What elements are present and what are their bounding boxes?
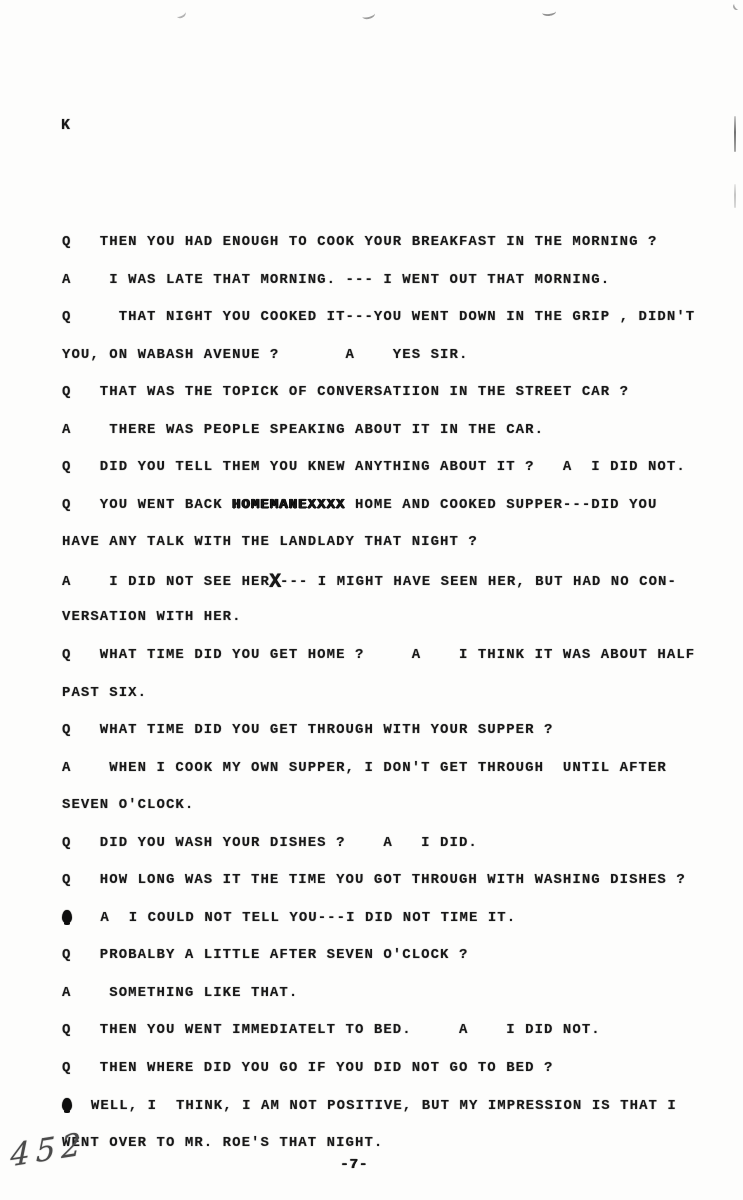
line-text: Q PROBALBY A LITTLE AFTER SEVEN O'CLOCK ? (62, 947, 469, 964)
transcript-body (62, 224, 713, 1163)
transcript-line (62, 299, 713, 337)
transcript-line (62, 1125, 713, 1163)
transcript-line (62, 487, 713, 525)
line-text: Q THEN YOU HAD ENOUGH TO COOK YOUR BREAKFAST IN THE MORNING ? (62, 234, 658, 250)
line-text: Q WHAT TIME DID YOU GET THROUGH WITH YOUR SUPPER ? (62, 722, 554, 739)
line-text: HOME AND COOKED SUPPER---DID YOU (345, 496, 658, 513)
scan-streak (734, 184, 736, 208)
transcript-line (62, 337, 713, 375)
transcript-line (62, 900, 713, 938)
transcript-line (62, 374, 713, 412)
line-text: Q DID YOU TELL THEM YOU KNEW ANYTHING ABOUT IT ? A I DID NOT. (62, 459, 686, 476)
line-text: Q DID YOU WASH YOUR DISHES ? A I DID. (62, 834, 478, 851)
line-text: --- I MIGHT HAVE SEEN HER, BUT HAD NO CON- (280, 573, 677, 590)
line-text: A I WAS LATE THAT MORNING. --- I WENT OUT THAT MORNING. (62, 271, 611, 288)
line-text: A THERE WAS PEOPLE SPEAKING ABOUT IT IN THE CAR. (62, 421, 545, 438)
ink-blot-icon (62, 910, 72, 923)
line-text: Q HOW LONG WAS IT THE TIME YOU GOT THROUGH WITH WASHING DISHES ? (62, 872, 686, 889)
transcript-line (62, 224, 713, 262)
transcript-line (62, 1050, 713, 1088)
transcript-line (62, 524, 713, 562)
ink-blot-icon (62, 1098, 72, 1111)
transcript-line (62, 562, 713, 600)
transcript-line (62, 637, 713, 675)
line-text: YOU, ON WABASH AVENUE ? A YES SIR. (62, 346, 469, 363)
line-text: SEVEN O'CLOCK. (62, 797, 195, 814)
strikeout-x: X (268, 570, 282, 594)
scan-smudge-icon (542, 7, 557, 16)
overstruck-word: HOMEMANEXXXX (232, 496, 346, 513)
transcript-line (62, 1012, 713, 1050)
line-text: A I COULD NOT TELL YOU---I DID NOT TIME IT. (72, 909, 517, 926)
handwritten-page-number: 452 (10, 1125, 88, 1175)
transcript-line (62, 599, 713, 637)
transcript-line (62, 975, 713, 1013)
transcript-line (62, 825, 713, 863)
line-text: Q WHAT TIME DID YOU GET HOME ? A I THINK IT WAS ABOUT HALF (62, 647, 696, 664)
marginalia-letter: K (61, 117, 72, 134)
transcript-line (62, 1088, 713, 1126)
transcript-line (62, 787, 713, 825)
scan-smudge-icon (732, 2, 742, 12)
scan-smudge-icon (175, 8, 188, 20)
page-number: -7- (340, 1157, 369, 1173)
line-text: A WHEN I COOK MY OWN SUPPER, I DON'T GET THROUGH UNTIL AFTER (62, 759, 667, 776)
line-text: WENT OVER TO MR. ROE'S THAT NIGHT. (62, 1135, 384, 1152)
transcript-line (62, 412, 713, 450)
line-text: A I DID NOT SEE HER (62, 573, 270, 590)
line-text: Q THAT WAS THE TOPICK OF CONVERSATIION IN THE STREET CAR ? (62, 384, 630, 401)
transcript-line (62, 262, 713, 300)
line-text: Q THEN YOU WENT IMMEDIATELT TO BED. A I DID NOT. (62, 1022, 601, 1039)
line-text: HAVE ANY TALK WITH THE LANDLADY THAT NIGHT ? (62, 534, 478, 551)
line-text: VERSATION WITH HER. (62, 609, 242, 626)
line-text: PAST SIX. (62, 684, 148, 701)
scan-smudge-icon (361, 10, 376, 21)
line-text: Q THEN WHERE DID YOU GO IF YOU DID NOT GO TO BED ? (62, 1060, 554, 1077)
line-text: Q YOU WENT BACK (62, 496, 233, 513)
transcript-line (62, 712, 713, 750)
transcript-line (62, 449, 713, 487)
transcript-line (62, 750, 713, 788)
transcript-line (62, 675, 713, 713)
transcript-line (62, 937, 713, 975)
scan-streak (734, 116, 736, 152)
transcript-line (62, 862, 713, 900)
line-text: WELL, I THINK, I AM NOT POSITIVE, BUT MY IMPRESSION IS THAT I (72, 1097, 677, 1114)
line-text: A SOMETHING LIKE THAT. (62, 984, 299, 1001)
line-text: Q THAT NIGHT YOU COOKED IT---YOU WENT DOWN IN THE GRIP , DIDN'T (62, 309, 696, 326)
